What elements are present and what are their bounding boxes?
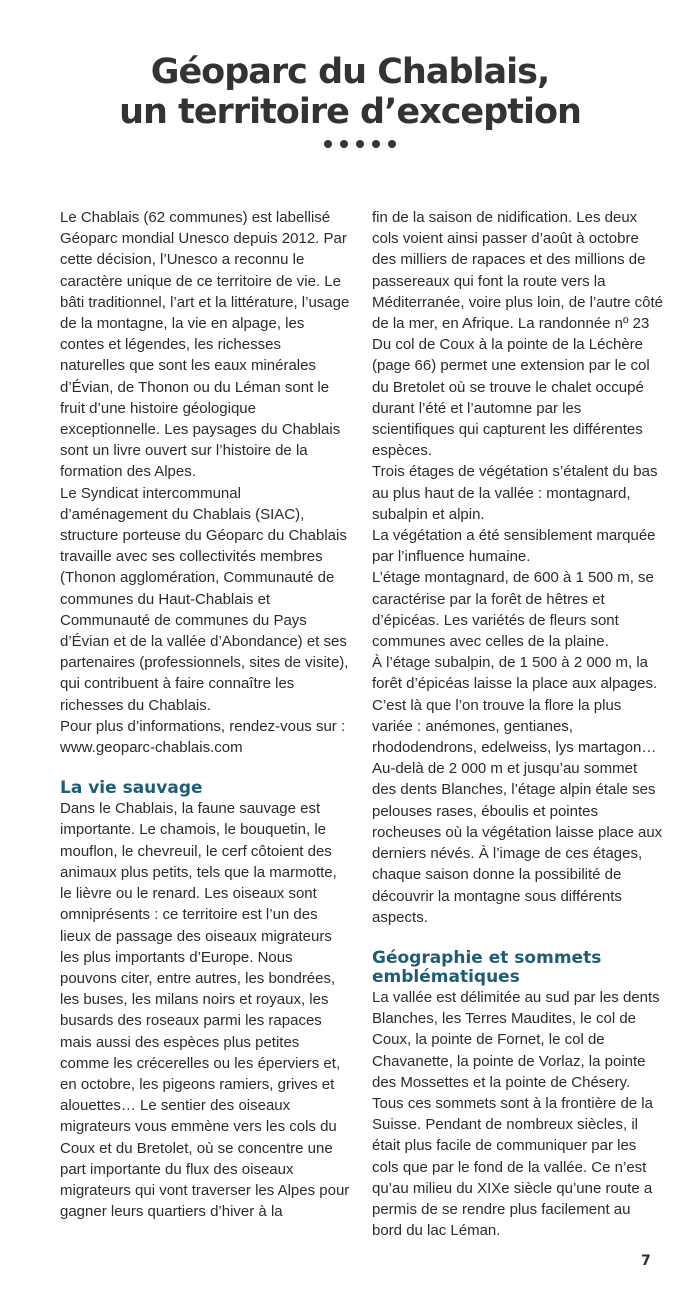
vegetation-paragraph: L’étage montagnard, de 600 à 1 500 m, se caractérise par la forêt de hêtres et d’épicéas. Les variétés de fleurs sont communes avec celles de la plaine. (372, 569, 654, 651)
geography-paragraph: La vallée est délimitée au sud par les dents Blanches, les Terres Maudites, le col de Coux, la pointe de Fornet, le col de Chavanette, la pointe de Vorlaz, la pointe des Mossettes et la pointe de Chésery. Tous ces sommets sont à la frontière de la Suisse. Pendant de nombreux siècles, il était plus facile de communiquer par les cols que par le fond de la vallée. Ce n’est qu’au milieu du XIXe siècle qu’une route a permis de se rendre plus facilement au bord du lac Léman. (372, 988, 660, 1240)
right-column (372, 207, 664, 1241)
vegetation-paragraph: À l’étage subalpin, de 1 500 à 2 000 m, la forêt d’épicéas laisse la place aux alpages. C’est là que l’on trouve la flore la plus variée : anémones, gentianes, rhododendrons, edelweiss, lys martagon… (372, 654, 658, 757)
divider-dot (324, 140, 332, 148)
wildlife-continued-paragraph: fin de la saison de nidification. Les deux cols voient ainsi passer d’août à octobre des milliers de rapaces et des millions de passereaux qui font la route vers la Méditerranée, voire plus loin, de l’autre côté de la mer, en Afrique. La randonnée nº 23 Du col de Coux à la pointe de la Léchère (page 66) permet une extension par le col du Bretolet où se trouve le chalet occupé durant l’été et l’automne par les scientifiques qui capturent les différentes espèces. (372, 209, 663, 460)
title-line-2: un territoire d’exception (119, 92, 581, 132)
section-heading-wildlife: La vie sauvage (60, 778, 203, 799)
intro-paragraph: Le Chablais (62 communes) est labellisé Géoparc mondial Unesco depuis 2012. Par cette décision, l’Unesco a reconnu le caractère unique de ce territoire de vie. Le bâti traditionnel, l’art et la littérature, l’usage de la montagne, la vie en alpage, les contes et légendes, les richesses naturelles que sont les eaux minérales d’Évian, de Thonon ou du Léman sont le fruit d’une histoire géologique exceptionnelle. Les paysages du Chablais sont un livre ouvert sur l’histoire de la formation des Alpes. (60, 209, 350, 481)
divider-dot (388, 140, 396, 148)
divider-dot (372, 140, 380, 148)
vegetation-paragraph: La végétation a été sensiblement marquée par l’influence humaine. (372, 527, 656, 566)
vegetation-paragraph: Trois étages de végétation s’étalent du bas au plus haut de la vallée : montagnard, subalpin et alpin. (372, 463, 658, 523)
section-heading-line: Géographie et sommets (372, 947, 602, 968)
section-heading-line: emblématiques (372, 966, 520, 987)
website-paragraph: Pour plus d’informations, rendez-vous sur : www.geoparc-chablais.com (60, 717, 346, 757)
divider-dot (340, 140, 348, 148)
title-divider-dots (324, 140, 396, 150)
divider-dot (356, 140, 364, 148)
page-number: 7 (641, 1253, 651, 1269)
page-title (0, 52, 700, 132)
title-line-1: Géoparc du Chablais, (150, 52, 550, 92)
left-column (60, 207, 350, 1222)
intro-paragraph: Le Syndicat intercommunal d’aménagement du Chablais (SIAC), structure porteuse du Géoparc du Chablais travaille avec ses collectivités membres (Thonon agglomération, Communauté de communes du Haut-Chablais et Communauté de communes du Pays d’Évian et de la vallée d’Abondance) et ses partenaires (professionnels, sites de visite), qui contribuent à faire connaître les richesses du Chablais. (60, 484, 349, 714)
wildlife-paragraph: Dans le Chablais, la faune sauvage est importante. Le chamois, le bouquetin, le mouflon, le chevreuil, le cerf côtoient des animaux plus petits, tels que la marmotte, le lièvre ou le renard. Les oiseaux sont omniprésents : ce territoire est l’un des lieux de passage des oiseaux migrateurs les plus importants d’Europe. Nous pouvons citer, entre autres, les bondrées, les buses, les milans noirs et royaux, les busards des roseaux parmi les rapaces mais aussi des espèces plus petites comme les crécerelles ou les éperviers et, en octobre, les pigeons ramiers, grives et alouettes… Le sentier des oiseaux migrateurs vous emmène vers les cols du Coux et du Bretolet, où se concentre une part importante du flux des oiseaux migrateurs qui vont traverser les Alpes pour gagner leurs quartiers d’hiver à la (60, 800, 350, 1221)
section-heading-geography (372, 949, 664, 987)
vegetation-paragraph: Au-delà de 2 000 m et jusqu’au sommet des dents Blanches, l’étage alpin étale ses pelouses rases, éboulis et pointes rocheuses où la végétation laisse place aux derniers névés. À l’image de ces étages, chaque saison donne la possibilité de découvrir la montagne sous différents aspects. (372, 760, 663, 926)
